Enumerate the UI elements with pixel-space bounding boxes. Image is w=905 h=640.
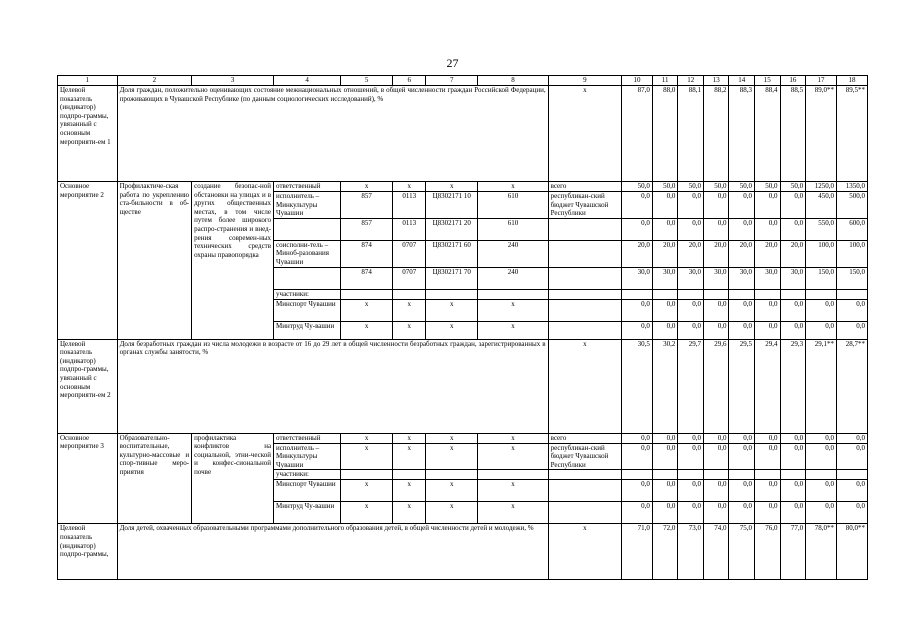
funding-value: 50,0	[729, 182, 755, 192]
funding-value: 50,0	[678, 182, 704, 192]
program-table	[57, 75, 868, 580]
target-value: 88,2	[703, 86, 729, 182]
funding-value: 0,0	[806, 502, 837, 524]
executor-cell: Минтруд Чу-вашии	[274, 502, 341, 524]
measure-description: создание безопас-ной обстановки на улицах и в других общественных местах, в том числе путем более широкого распро-странения и внед-рения современ-ных технических средств охраны правопорядка	[192, 182, 274, 340]
funding-source-cell: всего	[548, 433, 621, 443]
target-value: 88,3	[729, 86, 755, 182]
funding-value	[703, 470, 729, 480]
funding-value: 0,0	[703, 321, 729, 339]
funding-value: 0,0	[703, 192, 729, 219]
budget-code-cell: x	[341, 433, 393, 443]
funding-value: 600,0	[836, 218, 867, 240]
target-value: 88,5	[780, 86, 806, 182]
budget-code-cell: x	[341, 502, 393, 524]
funding-source-cell: всего	[548, 182, 621, 192]
funding-value: 0,0	[836, 443, 867, 470]
funding-value: 20,0	[755, 240, 781, 267]
funding-value: 50,0	[755, 182, 781, 192]
funding-value: 0,0	[836, 433, 867, 443]
executor-cell: Минтруд Чу-вашии	[274, 321, 341, 339]
measure-description: профилактика конфликтов на социальной, этни-ческой и конфес-сиональной почве	[192, 433, 274, 524]
funding-value: 0,0	[703, 502, 729, 524]
budget-code-cell: x	[426, 299, 478, 321]
funding-source-cell	[548, 299, 621, 321]
funding-value: 0,0	[622, 192, 653, 219]
budget-code-cell	[341, 289, 393, 299]
funding-value	[703, 289, 729, 299]
funding-value: 0,0	[622, 443, 653, 470]
executor-cell: исполнитель – Минкультуры Чувашии	[274, 443, 341, 470]
funding-value: 0,0	[729, 502, 755, 524]
funding-value: 0,0	[729, 299, 755, 321]
target-value: 71,0	[622, 524, 653, 580]
funding-value	[622, 470, 653, 480]
funding-value: 0,0	[780, 321, 806, 339]
column-header: 1	[58, 76, 118, 86]
target-label: Целевой показатель (индикатор) подпро-граммы,	[58, 524, 118, 580]
funding-value: 50,0	[622, 182, 653, 192]
funding-value: 100,0	[806, 240, 837, 267]
budget-code-cell	[393, 289, 426, 299]
funding-value: 0,0	[806, 433, 837, 443]
funding-value: 0,0	[622, 502, 653, 524]
funding-source-cell	[548, 502, 621, 524]
budget-code-cell: 857	[341, 192, 393, 219]
funding-value	[652, 470, 678, 480]
budget-code-cell: x	[341, 299, 393, 321]
funding-value: 20,0	[703, 240, 729, 267]
funding-value: 0,0	[755, 443, 781, 470]
funding-value: 100,0	[836, 240, 867, 267]
budget-code-cell: x	[426, 480, 478, 502]
funding-value: 30,0	[780, 267, 806, 289]
funding-value: 0,0	[729, 480, 755, 502]
column-header: 14	[729, 76, 755, 86]
funding-source-cell: республикан-ский бюджет Чувашской Республики	[548, 192, 621, 219]
funding-value	[652, 289, 678, 299]
column-header: 17	[806, 76, 837, 86]
funding-value: 0,0	[836, 502, 867, 524]
funding-value: 0,0	[622, 433, 653, 443]
funding-value: 150,0	[806, 267, 837, 289]
measure-name: Образовательно-воспитательные, культурно-массовые и спор-тивные меро-приятия	[117, 433, 192, 524]
executor-cell	[274, 267, 341, 289]
column-header: 16	[780, 76, 806, 86]
funding-value	[729, 470, 755, 480]
funding-value: 1250,0	[806, 182, 837, 192]
funding-value: 0,0	[755, 433, 781, 443]
funding-value: 0,0	[806, 443, 837, 470]
funding-value: 0,0	[780, 502, 806, 524]
funding-value	[780, 289, 806, 299]
budget-code-cell: x	[393, 443, 426, 470]
target-value: 74,0	[703, 524, 729, 580]
funding-value: 0,0	[703, 299, 729, 321]
budget-code-cell	[426, 289, 478, 299]
funding-value: 0,0	[678, 321, 704, 339]
target-indicator-row	[58, 524, 868, 580]
funding-value: 0,0	[780, 433, 806, 443]
column-header: 4	[274, 76, 341, 86]
x-mark: x	[548, 339, 621, 433]
funding-value: 0,0	[729, 433, 755, 443]
budget-code-cell: 874	[341, 240, 393, 267]
budget-code-cell: x	[393, 480, 426, 502]
funding-source-cell	[548, 289, 621, 299]
funding-value: 0,0	[678, 480, 704, 502]
budget-code-cell: x	[478, 502, 548, 524]
column-header: 6	[393, 76, 426, 86]
budget-code-cell: x	[426, 443, 478, 470]
funding-value	[622, 289, 653, 299]
funding-value: 30,0	[703, 267, 729, 289]
column-header: 7	[426, 76, 478, 86]
target-value: 30,2	[652, 339, 678, 433]
funding-value: 0,0	[836, 480, 867, 502]
funding-source-cell	[548, 470, 621, 480]
target-value: 29,6	[703, 339, 729, 433]
budget-code-cell: Ц8302171 60	[426, 240, 478, 267]
funding-value	[678, 289, 704, 299]
budget-code-cell: 240	[478, 240, 548, 267]
funding-value: 0,0	[622, 299, 653, 321]
budget-code-cell: Ц8302171 10	[426, 192, 478, 219]
funding-value: 30,0	[755, 267, 781, 289]
funding-value: 0,0	[755, 321, 781, 339]
target-value: 78,0**	[806, 524, 837, 580]
funding-value: 0,0	[755, 502, 781, 524]
funding-value: 0,0	[652, 480, 678, 502]
column-header: 8	[478, 76, 548, 86]
measure-label: Основное мероприятие 3	[58, 433, 118, 524]
budget-code-cell: x	[341, 443, 393, 470]
target-value: 29,1**	[806, 339, 837, 433]
budget-code-cell: Ц8302171 70	[426, 267, 478, 289]
funding-value: 0,0	[780, 299, 806, 321]
funding-value: 50,0	[652, 182, 678, 192]
budget-code-cell: 0707	[393, 240, 426, 267]
budget-code-cell: x	[478, 321, 548, 339]
target-value: 88,1	[678, 86, 704, 182]
budget-code-cell: x	[341, 182, 393, 192]
funding-value: 30,0	[678, 267, 704, 289]
target-indicator-row	[58, 339, 868, 433]
funding-value: 0,0	[703, 443, 729, 470]
funding-value: 30,0	[622, 267, 653, 289]
executor-cell: соисполни-тель – Миноб-разования Чувашии	[274, 240, 341, 267]
target-text: Доля безработных граждан из числа молодежи в возрасте от 16 до 29 лет в общей численности безработных граждан, зарегистрированных в органах службы занятости, %	[117, 339, 548, 433]
page-number: 27	[446, 56, 459, 70]
column-header: 3	[192, 76, 274, 86]
funding-value: 0,0	[652, 443, 678, 470]
funding-value: 0,0	[703, 218, 729, 240]
target-value: 29,7	[678, 339, 704, 433]
funding-value: 0,0	[652, 192, 678, 219]
funding-value: 0,0	[622, 218, 653, 240]
budget-code-cell: x	[478, 480, 548, 502]
target-value: 29,4	[755, 339, 781, 433]
executor-cell: ответственный	[274, 182, 341, 192]
funding-value	[806, 470, 837, 480]
funding-value: 20,0	[780, 240, 806, 267]
target-value: 28,7**	[836, 339, 867, 433]
budget-code-cell: 610	[478, 218, 548, 240]
budget-code-cell: x	[478, 433, 548, 443]
budget-code-cell	[341, 470, 393, 480]
funding-value: 0,0	[729, 321, 755, 339]
funding-value: 0,0	[729, 443, 755, 470]
executor-cell: Минспорт Чувашии	[274, 299, 341, 321]
budget-code-cell: x	[426, 502, 478, 524]
funding-value: 20,0	[652, 240, 678, 267]
funding-value	[836, 289, 867, 299]
funding-source-cell	[548, 480, 621, 502]
column-header: 11	[652, 76, 678, 86]
budget-code-cell: x	[393, 321, 426, 339]
funding-source-cell	[548, 240, 621, 267]
column-header: 2	[117, 76, 192, 86]
executor-cell: участники:	[274, 289, 341, 299]
column-header: 9	[548, 76, 621, 86]
funding-value: 30,0	[729, 267, 755, 289]
funding-source-cell	[548, 218, 621, 240]
funding-value: 0,0	[652, 502, 678, 524]
target-value: 88,0	[652, 86, 678, 182]
funding-value: 150,0	[836, 267, 867, 289]
budget-code-cell: Ц8302171 20	[426, 218, 478, 240]
funding-value: 0,0	[780, 480, 806, 502]
executor-cell: участники:	[274, 470, 341, 480]
funding-value: 0,0	[652, 433, 678, 443]
target-value: 75,0	[729, 524, 755, 580]
funding-value: 20,0	[622, 240, 653, 267]
funding-value: 50,0	[703, 182, 729, 192]
funding-value: 0,0	[678, 502, 704, 524]
target-value: 29,3	[780, 339, 806, 433]
funding-value	[678, 470, 704, 480]
funding-value: 0,0	[755, 480, 781, 502]
target-value: 29,5	[729, 339, 755, 433]
funding-value	[836, 470, 867, 480]
funding-value: 0,0	[678, 443, 704, 470]
budget-code-cell	[478, 289, 548, 299]
measure-row	[58, 433, 868, 443]
budget-code-cell: 0113	[393, 218, 426, 240]
target-label: Целевой показатель (индикатор) подпро-граммы, увязанный с основным мероприяти-ем 1	[58, 86, 118, 182]
budget-code-cell: x	[426, 182, 478, 192]
budget-code-cell: 0113	[393, 192, 426, 219]
budget-code-cell: x	[426, 433, 478, 443]
target-text: Доля детей, охваченных образовательными программами дополнительного образования детей, в общей численности детей и молодежи, %	[117, 524, 548, 580]
column-header: 12	[678, 76, 704, 86]
column-header: 15	[755, 76, 781, 86]
funding-value: 0,0	[780, 443, 806, 470]
x-mark: x	[548, 524, 621, 580]
column-header: 10	[622, 76, 653, 86]
budget-code-cell: x	[478, 299, 548, 321]
budget-code-cell: 610	[478, 192, 548, 219]
funding-value: 0,0	[622, 480, 653, 502]
funding-value: 0,0	[678, 218, 704, 240]
measure-name: Профилактиче-ская работа по укреплению ста-бильности в об-ществе	[117, 182, 192, 340]
funding-value: 0,0	[652, 299, 678, 321]
target-value: 76,0	[755, 524, 781, 580]
budget-code-cell: x	[393, 182, 426, 192]
funding-source-cell	[548, 321, 621, 339]
x-mark: x	[548, 86, 621, 182]
funding-value: 0,0	[703, 433, 729, 443]
target-value: 72,0	[652, 524, 678, 580]
funding-value: 0,0	[806, 480, 837, 502]
target-text: Доля граждан, положительно оценивающих состояние межнациональных отношений, в общей численности граждан Российской Федерации, проживающих в Чувашской Республике (по данным социологических исследований), %	[117, 86, 548, 182]
target-value: 89,5**	[836, 86, 867, 182]
funding-value: 550,0	[806, 218, 837, 240]
funding-value: 30,0	[652, 267, 678, 289]
funding-value: 0,0	[780, 218, 806, 240]
target-value: 88,4	[755, 86, 781, 182]
funding-value: 20,0	[678, 240, 704, 267]
funding-value: 450,0	[806, 192, 837, 219]
funding-value: 0,0	[622, 321, 653, 339]
measure-row	[58, 182, 868, 192]
funding-value: 0,0	[678, 192, 704, 219]
budget-code-cell: x	[478, 443, 548, 470]
funding-value: 0,0	[678, 433, 704, 443]
funding-value	[755, 470, 781, 480]
funding-value: 0,0	[703, 480, 729, 502]
budget-code-cell: x	[478, 182, 548, 192]
column-header: 5	[341, 76, 393, 86]
executor-cell: Минспорт Чувашии	[274, 480, 341, 502]
funding-value: 0,0	[755, 192, 781, 219]
funding-value: 0,0	[780, 192, 806, 219]
budget-code-cell	[478, 470, 548, 480]
funding-value: 0,0	[729, 218, 755, 240]
funding-value: 0,0	[652, 321, 678, 339]
executor-cell: исполнитель – Минкультуры Чувашии	[274, 192, 341, 219]
funding-value	[755, 289, 781, 299]
column-header: 18	[836, 76, 867, 86]
funding-value: 0,0	[836, 299, 867, 321]
funding-source-cell	[548, 267, 621, 289]
budget-code-cell: x	[393, 502, 426, 524]
funding-value: 0,0	[836, 321, 867, 339]
funding-value: 50,0	[780, 182, 806, 192]
budget-code-cell	[426, 470, 478, 480]
target-label: Целевой показатель (индикатор) подпро-граммы, увязанный с основным мероприяти-ем 2	[58, 339, 118, 433]
funding-value: 0,0	[806, 321, 837, 339]
funding-value: 1350,0	[836, 182, 867, 192]
budget-code-cell: 857	[341, 218, 393, 240]
target-value: 73,0	[678, 524, 704, 580]
measure-label: Основное мероприятие 2	[58, 182, 118, 340]
target-value: 89,0**	[806, 86, 837, 182]
budget-code-cell: 240	[478, 267, 548, 289]
budget-code-cell: x	[341, 321, 393, 339]
funding-value	[780, 470, 806, 480]
funding-value	[806, 289, 837, 299]
column-header: 13	[703, 76, 729, 86]
budget-code-cell: x	[341, 480, 393, 502]
executor-cell	[274, 218, 341, 240]
executor-cell: ответственный	[274, 433, 341, 443]
funding-value: 0,0	[755, 299, 781, 321]
funding-value: 0,0	[729, 192, 755, 219]
target-value: 80,0**	[836, 524, 867, 580]
budget-code-cell: 874	[341, 267, 393, 289]
budget-code-cell: 0707	[393, 267, 426, 289]
funding-value: 20,0	[729, 240, 755, 267]
budget-code-cell	[393, 470, 426, 480]
target-value: 87,0	[622, 86, 653, 182]
funding-value: 0,0	[755, 218, 781, 240]
budget-code-cell: x	[393, 433, 426, 443]
funding-value: 500,0	[836, 192, 867, 219]
target-indicator-row	[58, 86, 868, 182]
funding-value	[729, 289, 755, 299]
budget-code-cell: x	[393, 299, 426, 321]
funding-value: 0,0	[652, 218, 678, 240]
column-number-row	[58, 76, 868, 86]
target-value: 77,0	[780, 524, 806, 580]
funding-value: 0,0	[678, 299, 704, 321]
funding-source-cell: республикан-ский бюджет Чувашской Республики	[548, 443, 621, 470]
target-value: 30,5	[622, 339, 653, 433]
funding-value: 0,0	[806, 299, 837, 321]
budget-code-cell: x	[426, 321, 478, 339]
